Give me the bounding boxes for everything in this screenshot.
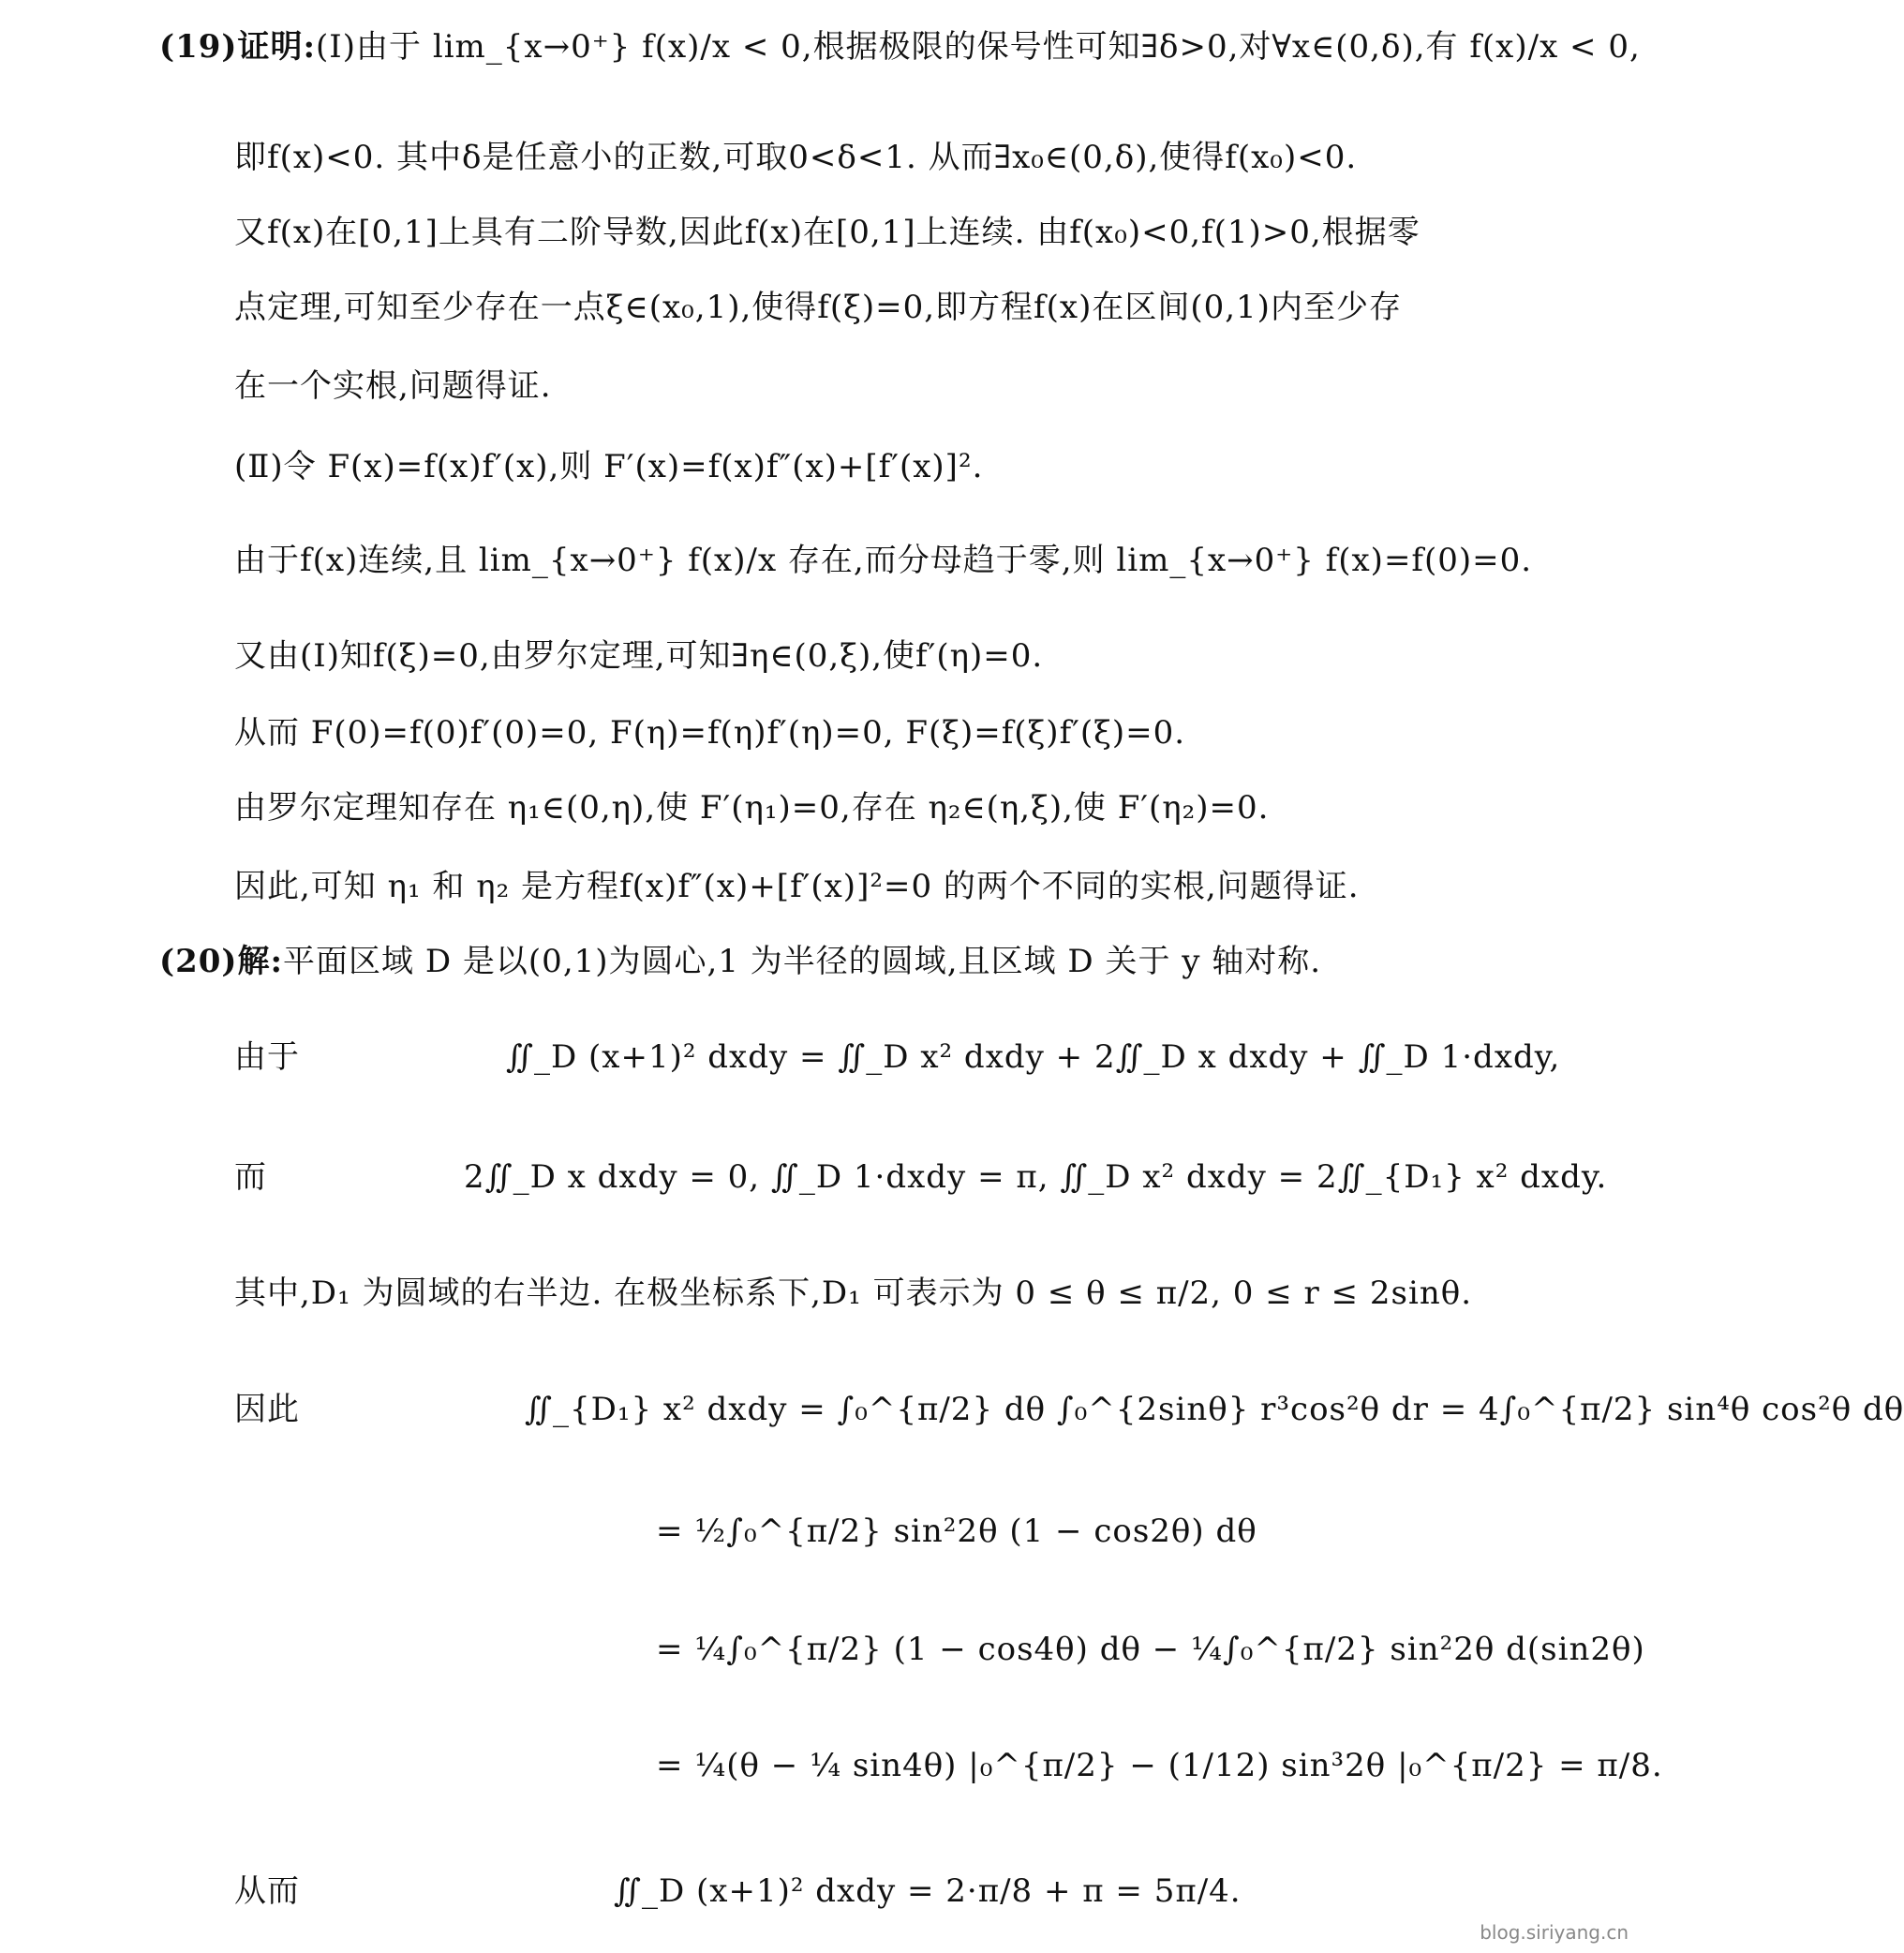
p20-intro: 平面区域 D 是以(0,1)为圆心,1 为半径的圆域,且区域 D 关于 y 轴对称. [283, 943, 1322, 980]
p19-line-8: 又由(Ⅰ)知f(ξ)=0,由罗尔定理,可知∃η∈(0,ξ),使f′(η)=0. [234, 637, 1044, 675]
p20-row4-formula: ∬_{D₁} x² dxdy = ∫₀^{π/2} dθ ∫₀^{2sinθ} r³cos²θ dr = 4∫₀^{π/2} sin⁴θ cos²θ dθ [525, 1391, 1904, 1428]
p19-line-4: 点定理,可知至少存在一点ξ∈(x₀,1),使得f(ξ)=0,即方程f(x)在区间(0,1)内至少存 [234, 289, 1402, 326]
p20-row2-formula: 2∬_D x dxdy = 0, ∬_D 1·dxdy = π, ∬_D x² dxdy = 2∬_{D₁} x² dxdy. [464, 1158, 1608, 1196]
p19-line-7: 由于f(x)连续,且 lim_{x→0⁺} f(x)/x 存在,而分母趋于零,则 lim_{x→0⁺} f(x)=f(0)=0. [234, 542, 1533, 579]
p19-line-1 [159, 28, 1641, 67]
p19-line-11: 因此,可知 η₁ 和 η₂ 是方程f(x)f″(x)+[f′(x)]²=0 的两个不同的实根,问题得证. [234, 868, 1360, 905]
p20-lead: (20)解: [159, 943, 284, 980]
p20-row6-formula: = ¼∫₀^{π/2} (1 − cos4θ) dθ − ¼∫₀^{π/2} sin²2θ d(sin2θ) [656, 1631, 1645, 1668]
p20-row1-formula: ∬_D (x+1)² dxdy = ∬_D x² dxdy + 2∬_D x dxdy + ∬_D 1·dxdy, [506, 1038, 1561, 1076]
p20-row8-formula: ∬_D (x+1)² dxdy = 2·π/8 + π = 5π/4. [614, 1872, 1242, 1910]
p19-line-9: 从而 F(0)=f(0)f′(0)=0, F(η)=f(η)f′(η)=0, F(ξ)=f(ξ)f′(ξ)=0. [234, 714, 1186, 752]
p20-line-1 [159, 943, 1321, 981]
p20-row2-label: 而 [234, 1158, 267, 1196]
p20-row4-label: 因此 [234, 1391, 300, 1428]
p19-text-1: (Ⅰ)由于 lim_{x→0⁺} f(x)/x < 0,根据极限的保号性可知∃δ>0,对∀x∈(0,δ),有 f(x)/x < 0, [316, 28, 1641, 66]
p20-row7-formula: = ¼(θ − ¼ sin4θ) |₀^{π/2} − (1/12) sin³2θ |₀^{π/2} = π/8. [656, 1747, 1663, 1784]
p19-line-2: 即f(x)<0. 其中δ是任意小的正数,可取0<δ<1. 从而∃x₀∈(0,δ),使得f(x₀)<0. [234, 139, 1358, 176]
p20-row8-label: 从而 [234, 1872, 300, 1910]
p19-line-10: 由罗尔定理知存在 η₁∈(0,η),使 F′(η₁)=0,存在 η₂∈(η,ξ),使 F′(η₂)=0. [234, 789, 1270, 827]
p19-line-5: 在一个实根,问题得证. [234, 367, 552, 405]
watermark-text: blog.siriyang.cn [1480, 1921, 1629, 1944]
p20-row1-label: 由于 [234, 1038, 300, 1076]
p20-row5-formula: = ½∫₀^{π/2} sin²2θ (1 − cos2θ) dθ [656, 1513, 1257, 1550]
p19-line-6: (Ⅱ)令 F(x)=f(x)f′(x),则 F′(x)=f(x)f″(x)+[f′(x)]². [234, 448, 984, 485]
p19-line-3: 又f(x)在[0,1]上具有二阶导数,因此f(x)在[0,1]上连续. 由f(x₀)<0,f(1)>0,根据零 [234, 214, 1421, 251]
p20-row3: 其中,D₁ 为圆域的右半边. 在极坐标系下,D₁ 可表示为 0 ≤ θ ≤ π/2, 0 ≤ r ≤ 2sinθ. [234, 1275, 1473, 1312]
p19-lead: (19)证明: [159, 28, 317, 66]
